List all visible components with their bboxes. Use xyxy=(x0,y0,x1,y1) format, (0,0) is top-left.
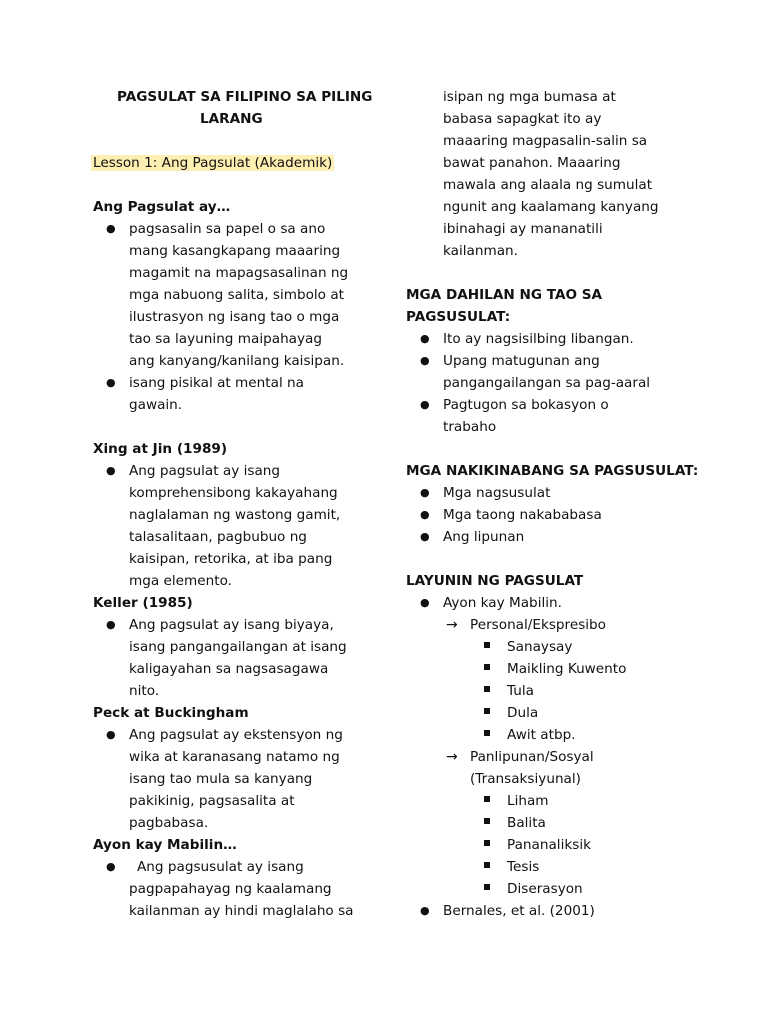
panlipunan-item: Liham xyxy=(507,793,549,809)
lesson-highlight: Lesson 1: Ang Pagsulat (Akademik) xyxy=(93,155,333,171)
xing-item-line: talasalitaan, pagbubuo ng xyxy=(129,529,307,545)
personal-item: Tula xyxy=(507,683,534,699)
xing-item-line: kaisipan, retorika, at iba pang xyxy=(129,551,333,567)
peck-item-line: isang tao mula sa kanyang xyxy=(129,771,313,787)
continuation-line: ibinahagi ay mananatili xyxy=(443,221,603,237)
continuation-line: isipan ng mga bumasa at xyxy=(443,89,616,105)
pagsulat-item2-line: isang pisikal at mental na xyxy=(129,375,304,391)
square-bullet-icon xyxy=(484,840,490,846)
keller-item-line: Ang pagsulat ay isang biyaya, xyxy=(129,617,334,633)
mabilin-heading: Ayon kay Mabilin… xyxy=(93,837,237,853)
dahilan-item: Pagtugon sa bokasyon o xyxy=(443,397,609,413)
panlipunan-item: Pananaliksik xyxy=(507,837,591,853)
square-bullet-icon xyxy=(484,664,490,670)
document-title-line1: PAGSULAT SA FILIPINO SA PILING xyxy=(117,89,373,105)
bullet-icon: ● xyxy=(106,860,116,873)
pagsulat-item2-line: gawain. xyxy=(129,397,183,413)
pagsulat-item1-line: tao sa layuning maipahayag xyxy=(129,331,323,347)
mabilin-item-line: Ang pagsusulat ay isang xyxy=(137,859,304,875)
square-bullet-icon xyxy=(484,730,490,736)
peck-item-line: pagbabasa. xyxy=(129,815,209,831)
pagsulat-item1-line: mga nabuong salita, simbolo at xyxy=(129,287,344,303)
personal-item: Sanaysay xyxy=(507,639,573,655)
square-bullet-icon xyxy=(484,686,490,692)
continuation-line: bawat panahon. Maaaring xyxy=(443,155,621,171)
bullet-icon: ● xyxy=(106,222,116,235)
keller-item-line: isang pangangailangan at isang xyxy=(129,639,347,655)
xing-heading: Xing at Jin (1989) xyxy=(93,441,228,457)
dahilan-item: Upang matugunan ang xyxy=(443,353,600,369)
bullet-icon: ● xyxy=(420,398,430,411)
peck-item-line: pakikinig, pagsasalita at xyxy=(129,793,295,809)
bullet-icon: ● xyxy=(420,904,430,917)
pagsulat-item1-line: mang kasangkapang maaaring xyxy=(129,243,341,259)
dahilan-item: pangangailangan sa pag-aaral xyxy=(443,375,651,391)
dahilan-item: Ito ay nagsisilbing libangan. xyxy=(443,331,634,347)
dahilan-heading-line2: PAGSUSULAT: xyxy=(406,309,511,325)
peck-heading: Peck at Buckingham xyxy=(93,705,249,721)
peck-item-line: wika at karanasang natamo ng xyxy=(129,749,340,765)
panlipunan-label: (Transaksiyunal) xyxy=(470,771,581,787)
xing-item-line: naglalaman ng wastong gamit, xyxy=(129,507,341,523)
mabilin-item-line: pagpapahayag ng kaalamang xyxy=(129,881,332,897)
panlipunan-item: Balita xyxy=(507,815,546,831)
bullet-icon: ● xyxy=(420,354,430,367)
pagsulat-item1-line: ang kanyang/kanilang kaisipan. xyxy=(129,353,345,369)
bullet-icon: ● xyxy=(106,728,116,741)
ang-pagsulat-heading: Ang Pagsulat ay… xyxy=(93,199,231,215)
bullet-icon: ● xyxy=(420,508,430,521)
square-bullet-icon xyxy=(484,708,490,714)
bullet-icon: ● xyxy=(420,530,430,543)
peck-item-line: Ang pagsulat ay ekstensyon ng xyxy=(129,727,343,743)
personal-label: Personal/Ekspresibo xyxy=(470,617,606,633)
square-bullet-icon xyxy=(484,818,490,824)
keller-item-line: kaligayahan sa nagsasagawa xyxy=(129,661,329,677)
bullet-icon: ● xyxy=(106,618,116,631)
dahilan-item: trabaho xyxy=(443,419,497,435)
layunin-mabilin: Ayon kay Mabilin. xyxy=(443,595,562,611)
nakikinabang-item: Mga taong nakababasa xyxy=(443,507,602,523)
nakikinabang-heading: MGA NAKIKINABANG SA PAGSUSULAT: xyxy=(406,463,699,479)
arrow-right-icon: → xyxy=(446,617,458,633)
continuation-line: maaaring magpasalin-salin sa xyxy=(443,133,648,149)
continuation-line: ngunit ang kaalamang kanyang xyxy=(443,199,659,215)
bullet-icon: ● xyxy=(106,464,116,477)
keller-item-line: nito. xyxy=(129,683,160,699)
layunin-heading: LAYUNIN NG PAGSULAT xyxy=(406,573,584,589)
pagsulat-item1-line: magamit na mapagsasalinan ng xyxy=(129,265,349,281)
bullet-icon: ● xyxy=(420,486,430,499)
xing-item-line: komprehensibong kakayahang xyxy=(129,485,338,501)
continuation-line: mawala ang alaala ng sumulat xyxy=(443,177,653,193)
xing-item-line: Ang pagsulat ay isang xyxy=(129,463,281,479)
continuation-line: kailanman. xyxy=(443,243,518,259)
personal-item: Dula xyxy=(507,705,539,721)
personal-item: Awit atbp. xyxy=(507,727,576,743)
continuation-line: babasa sapagkat ito ay xyxy=(443,111,602,127)
square-bullet-icon xyxy=(484,796,490,802)
bullet-icon: ● xyxy=(420,596,430,609)
xing-item-line: mga elemento. xyxy=(129,573,232,589)
keller-heading: Keller (1985) xyxy=(93,595,193,611)
bernales-item: Bernales, et al. (2001) xyxy=(443,903,595,919)
nakikinabang-item: Mga nagsusulat xyxy=(443,485,551,501)
personal-item: Maikling Kuwento xyxy=(507,661,627,677)
lesson-label xyxy=(93,154,334,172)
panlipunan-item: Tesis xyxy=(507,859,540,875)
square-bullet-icon xyxy=(484,884,490,890)
pagsulat-item1-line: ilustrasyon ng isang tao o mga xyxy=(129,309,340,325)
document-title-line2: LARANG xyxy=(200,111,263,127)
pagsulat-item1-line: pagsasalin sa papel o sa ano xyxy=(129,221,326,237)
panlipunan-item: Diserasyon xyxy=(507,881,583,897)
square-bullet-icon xyxy=(484,642,490,648)
panlipunan-label: Panlipunan/Sosyal xyxy=(470,749,594,765)
mabilin-item-line: kailanman ay hindi maglalaho sa xyxy=(129,903,354,919)
dahilan-heading-line1: MGA DAHILAN NG TAO SA xyxy=(406,287,603,303)
nakikinabang-item: Ang lipunan xyxy=(443,529,525,545)
bullet-icon: ● xyxy=(420,332,430,345)
arrow-right-icon: → xyxy=(446,749,458,765)
square-bullet-icon xyxy=(484,862,490,868)
bullet-icon: ● xyxy=(106,376,116,389)
